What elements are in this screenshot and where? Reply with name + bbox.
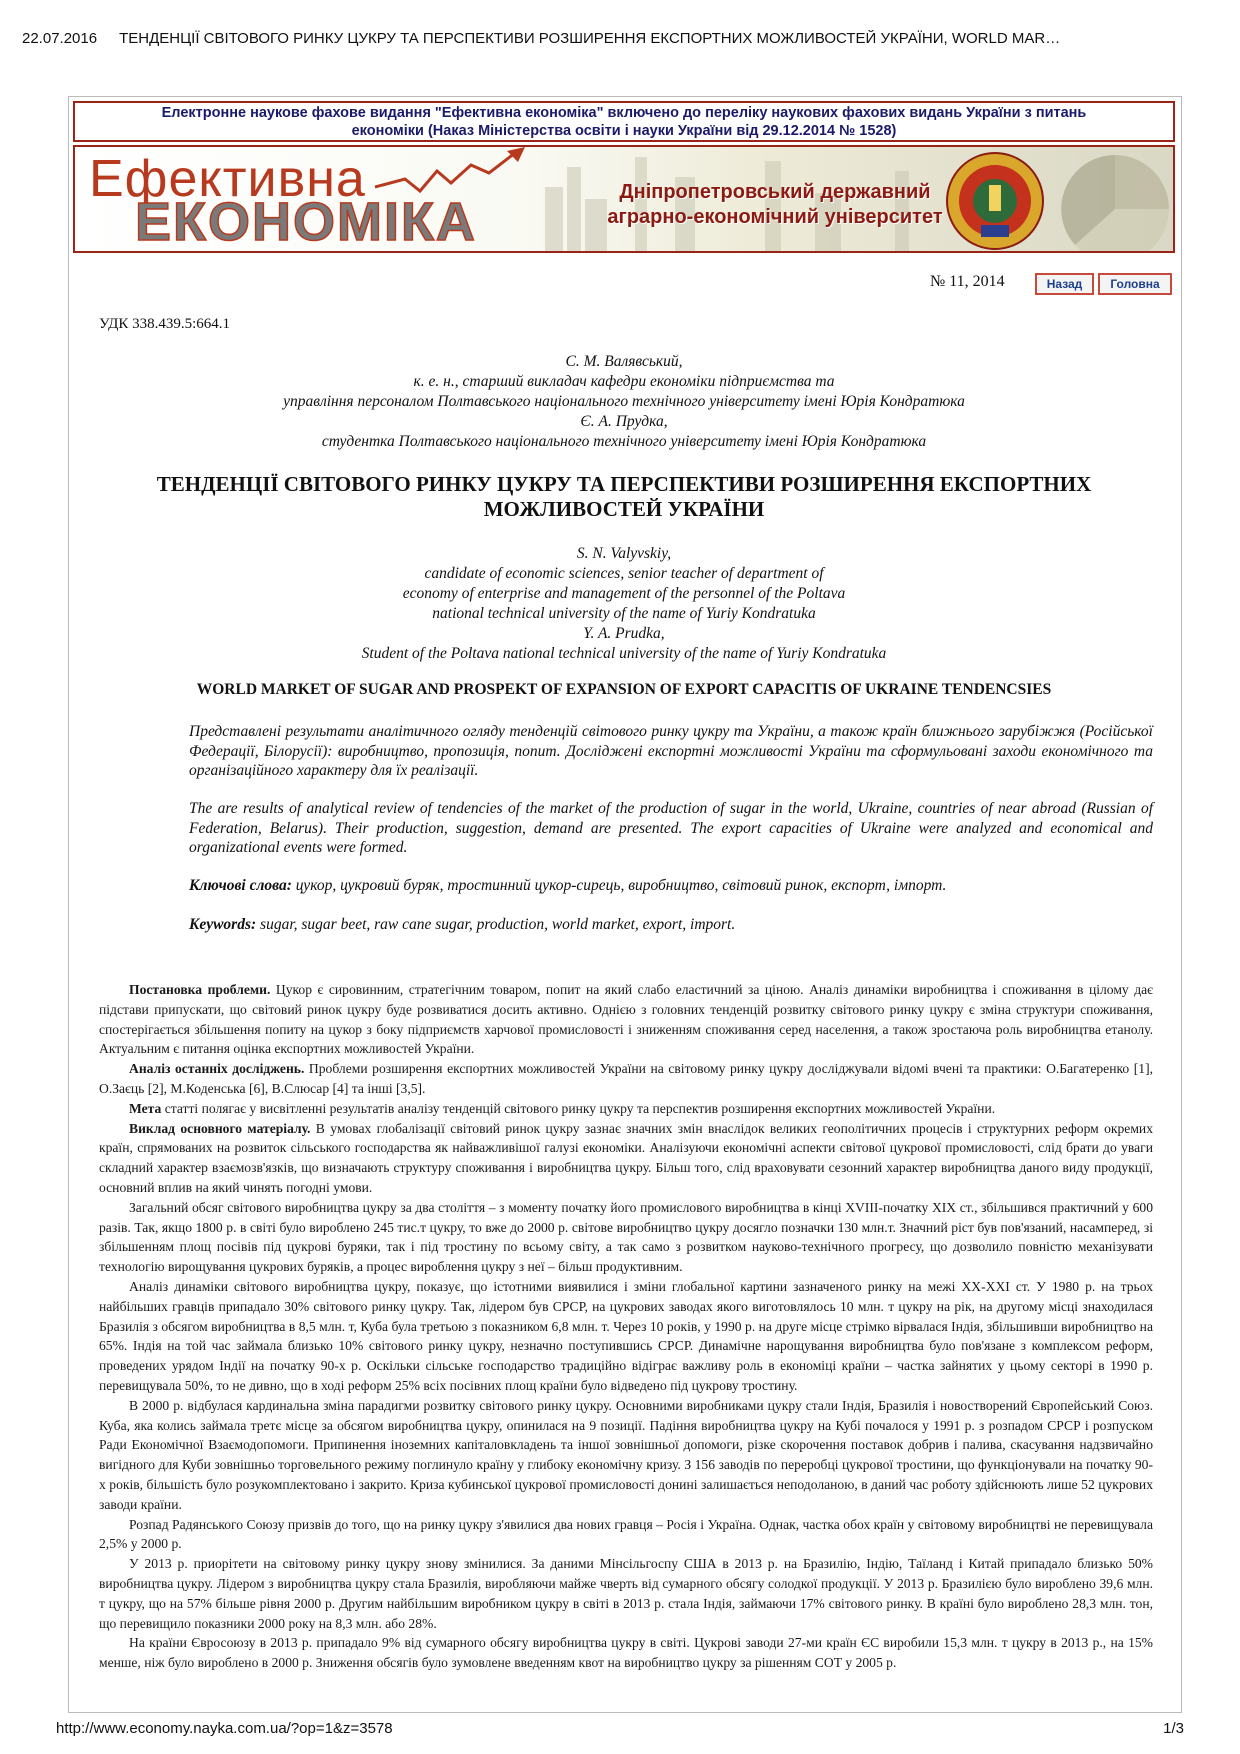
print-date: 22.07.2016 [22, 30, 98, 47]
body-paragraph: На країни Євросоюзу в 2013 р. припадало 9% від сумарного обсягу виробництва цукру в світі. Цукрові заводи 27-ми країн ЄС виробили 15,3 млн. т цукру в 2013 р., на 15% менше, ніж було вироблено в 2000 р. Зниження обсягів було зумовлене введенням квот на виробництво цукру за рішенням СОТ у 2005 р. [99, 1635, 1153, 1671]
udk-code: УДК 338.439.5:664.1 [99, 316, 231, 332]
home-button[interactable]: Головна [1098, 273, 1172, 295]
title-line-2: МОЖЛИВОСТЕЙ УКРАЇНИ [483, 497, 765, 521]
body-paragraph: Загальний обсяг світового виробництва цукру за два століття – з моменту початку його промислового виробництва в кінці XVIII-початку XIX ст., збільшився практичний у 600 разів. Так, якщо 1800 р. в світі було вироблено 245 тис.т цукру, то вже до 2000 р. світове виробництво цукру досягло позначки 130 млн.т. Значний ріст був пов'язаний, насамперед, зі збільшенням площ посівів під цукрові буряки, так і під тростину по всьому світу, а так само з розвитком науково-технічного прогресу, що дозволило повністю механізувати технологію вирощування цукрових буряків, а процес вироблення цукру з неї – більш продуктивним. [99, 1199, 1153, 1275]
body-paragraph: Аналіз останніх досліджень. Проблеми розширення експортних можливостей України на світовому ринку цукру досліджували відомі вчені та практики: О.Багатеренко [1], О.Заєць [2], М.Коденська [6], В.Слюсар [4] та інші [3,5]. [99, 1061, 1153, 1096]
notice-line-1: Електронне наукове фахове видання "Ефективна економіка" включено до переліку наукових фахових видань України з питань [161, 105, 1087, 121]
notice-line-2: економіки (Наказ Міністерства освіти і науки України від 29.12.2014 № 1528) [351, 123, 897, 139]
article-body [99, 980, 1153, 1673]
body-paragraph: Постановка проблеми. Цукор є сировинним, стратегічним товаром, попит на який слабо еластичний за ціною. Аналіз динаміки виробництва і споживання в цілому дає підстави припускати, що світовий ринок цукру буде розвиватися досить активно. Однією з головних тенденцій розвитку світового ринку цукру є зміна структури споживання, спостерігається збільшення попиту на цукор з боку підприємств харчової промисловості і зниженням споживання серед населення, а також зростаюча роль виробництва етанолу. Актуальним є питання оцінка експортних можливостей України. [99, 982, 1154, 1057]
issue-number: № 11, 2014 [930, 273, 1005, 290]
article-title-ua [99, 472, 1149, 522]
author-line: S. N. Valyvskiy, [576, 545, 672, 562]
keywords-en [189, 915, 1153, 935]
print-footer [56, 1720, 1184, 1737]
article-title-en: WORLD MARKET OF SUGAR AND PROSPEKT OF EXPANSION OF EXPORT CAPACITIS OF UKRAINE TENDENCSIES [196, 681, 1052, 698]
print-page-number: 1/3 [1163, 1720, 1184, 1737]
logo-word-efektyvna: Ефективна [89, 150, 366, 208]
authors-en [99, 544, 1149, 664]
body-paragraph: Виклад основного матеріалу. В умовах глобалізації світовий ринок цукру зазнає значних змін внаслідок великих геополітичних процесів і структурних реформ окремих країн, спрямованих на розвиток сільського господарства як найважливішої галузі економіки. Аналізуючи економічні аспекти світової цукрової промисловості, слід брати до уваги складний характер взаємозв'язків, що визначають структуру споживання і виробництва цукру. Більш того, слід враховувати сезонний характер виробництва даного виду продукції, основний вплив на який чинять погодні умови. [99, 1120, 1154, 1195]
university-emblem [947, 153, 1043, 249]
author-line: Student of the Poltava national technical university of the name of Yuriy Kondratuka [361, 645, 887, 662]
university-name-line-1: Дніпропетровський державний [619, 181, 931, 203]
author-line: candidate of economic sciences, senior teacher of department of [424, 565, 824, 582]
author-line: economy of enterprise and management of the personnel of the Poltava [402, 585, 846, 602]
body-paragraph: Мета статті полягає у висвітленні результатів аналізу тенденцій світового ринку цукру та перспектив розширення експортних можливостей України. [129, 1100, 996, 1116]
author-line: national technical university of the name of Yuriy Kondratuka [432, 605, 816, 622]
growth-arrow-line [375, 153, 515, 191]
abstract-ua: Представлені результати аналітичного огляду тенденцій світового ринку цукру та України, а також країн ближнього зарубіжжя (Російської Федерації, Білорусії): виробництво, пропозиція, попит. Досліджені експортні можливості України та сформульовані заходи економічного та організаційного характеру для їх реалізації. [189, 723, 1153, 779]
growth-arrow-head [507, 147, 525, 162]
body-paragraph: У 2013 р. приорітети на світовому ринку цукру знову змінилися. За даними Мінсільгоспу США в 2013 р. на Бразилію, Індію, Таїланд і Китай припадало близько 50% виробництва цукру. Лідером з виробництва цукру стала Бразилія, виробляючи майже чверть від сумарного обсягу солодкої продукції. У 2013 р. Бразилією було вироблено 39,6 млн. т цукру, що на 57% більше рівня 2000 р. Другим найбільшим виробником цукру в світі в 2013 р. стала Індія, займаючи 17% світового ринку. В країні було вироблено 28,3 млн. тон, що перевищило показники 2000 року на 8,3 млн. або 28%. [99, 1556, 1153, 1631]
print-header [22, 30, 1222, 47]
pie-chart-graphic [1061, 155, 1169, 253]
keywords-en-label: Keywords: [189, 916, 257, 933]
author-line: Y. A. Prudka, [583, 625, 665, 642]
back-button[interactable]: Назад [1035, 273, 1094, 295]
author-line: к. е. н., старший викладач кафедри економіки підприємства та [413, 373, 835, 390]
university-name-line-2: аграрно-економічний університет [607, 206, 943, 228]
author-line: управління персоналом Полтавського національного технічного університету імені Юрія Кондратюка [283, 393, 965, 410]
abstract-en: The are results of analytical review of tendencies of the market of the production of sugar in the world, Ukraine, countries of near abroad (Russian of Federation, Belarus). Their production, suggestion, demand are presented. The export capacities of Ukraine were analyzed and economical and organizational events were formed. [189, 800, 1153, 856]
body-paragraph: В 2000 р. відбулася кардинальна зміна парадигми розвитку світового ринку цукру. Основними виробниками цукру стали Індія, Бразилія і новостворений Європейський Союз. Куба, яка колись займала третє місце за обсягом виробництва цукру, опинилася на 9 позиції. Падіння виробництва цукру на Кубі почалося у 1991 р. з розпадом СРСР і розпуском Ради Економічної Взаємодопомоги. Припинення іноземних капіталовкладень та іншої зовнішньої допомоги, різке скорочення поставок добрив і палива, скасування надзвичайно вигідного для Куби зовнішньо торговельного режиму поглинуло країну у глибоку економічну кризу. З 156 заводів по переробці цукрової тростини, що функціонували на початку 90-х років, більшість було розукомплектовано і закрито. Криза кубинської цукрової промисловості донині залишається неподоланою, в даний час роботу здійснюють лише 52 цукрових заводи країни. [99, 1397, 1153, 1512]
keywords-ua-text: цукор, цукровий буряк, тростинний цукор-сирець, виробництво, світовий ринок, експорт, імпорт. [291, 877, 947, 894]
keywords-ua-label: Ключові слова: [189, 877, 292, 894]
author-line: С. М. Валявський, [565, 353, 683, 370]
print-url: http://www.economy.nayka.com.ua/?op=1&z=3578 [56, 1720, 393, 1737]
print-title: ТЕНДЕНЦІЇ СВІТОВОГО РИНКУ ЦУКРУ ТА ПЕРСПЕКТИВИ РОЗШИРЕННЯ ЕКСПОРТНИХ МОЖЛИВОСТЕЙ УКРАЇНИ, WORLD MAR… [119, 30, 1061, 47]
body-paragraph: Аналіз динаміки світового виробництва цукру, показує, що істотними виявилися і зміни глобальної картини зазначеного ринку на межі XX-XXI ст. У 1980 р. на трьох найбільших гравців припадало 30% світового ринку цукру. Так, лідером був СРСР, на цукрових заводах якого виготовлялось 10 млн. т цукру на рік, на другому місці знаходилася Бразилія з обсягом виробництва в 8,5 млн. т, Куба була третьою з показником 6,8 млн. т. Через 10 років, у 1990 р. на друге місце стрімко вірвалася Індія, збільшивши виробництво на 65%. Індія на той час займала близько 10% світового ринку цукру, незначно поступившись СРСР. Динамічне нарощування виробництва було пов'язане з комплексом реформ, проведених урядом Індії на початку 90-х р. Оскільки сільське господарство традиційно відіграє важливу роль в економіці країни – частка зайнятих у цьому секторі в 1990 р. перевищувала 50%, то не дивно, що в ході реформ 25% всіх посівних площ країни було відведено під цукрову тростину. [99, 1278, 1153, 1393]
author-line: студентка Полтавського національного технічного університету імені Юрія Кондратюка [321, 433, 927, 450]
title-line-1: ТЕНДЕНЦІЇ СВІТОВОГО РИНКУ ЦУКРУ ТА ПЕРСПЕКТИВИ РОЗШИРЕННЯ ЕКСПОРТНИХ [156, 472, 1092, 496]
university-name [605, 180, 945, 230]
authors-ua [99, 352, 1149, 452]
journal-notice [73, 101, 1175, 142]
body-paragraph: Розпад Радянського Союзу призвів до того, що на ринку цукру з'явилися два нових гравця – Росія і Україна. Однак, частка обох країн у світовому виробництві не перевищувала 2,5% у 2000 р. [99, 1516, 1153, 1552]
keywords-ua [189, 876, 1153, 896]
journal-banner [73, 145, 1175, 253]
author-line: Є. А. Прудка, [580, 413, 668, 430]
logo-word-ekonomika: ЕКОНОМІКА [135, 192, 477, 252]
keywords-en-text: sugar, sugar beet, raw cane sugar, production, world market, export, import. [256, 916, 736, 933]
